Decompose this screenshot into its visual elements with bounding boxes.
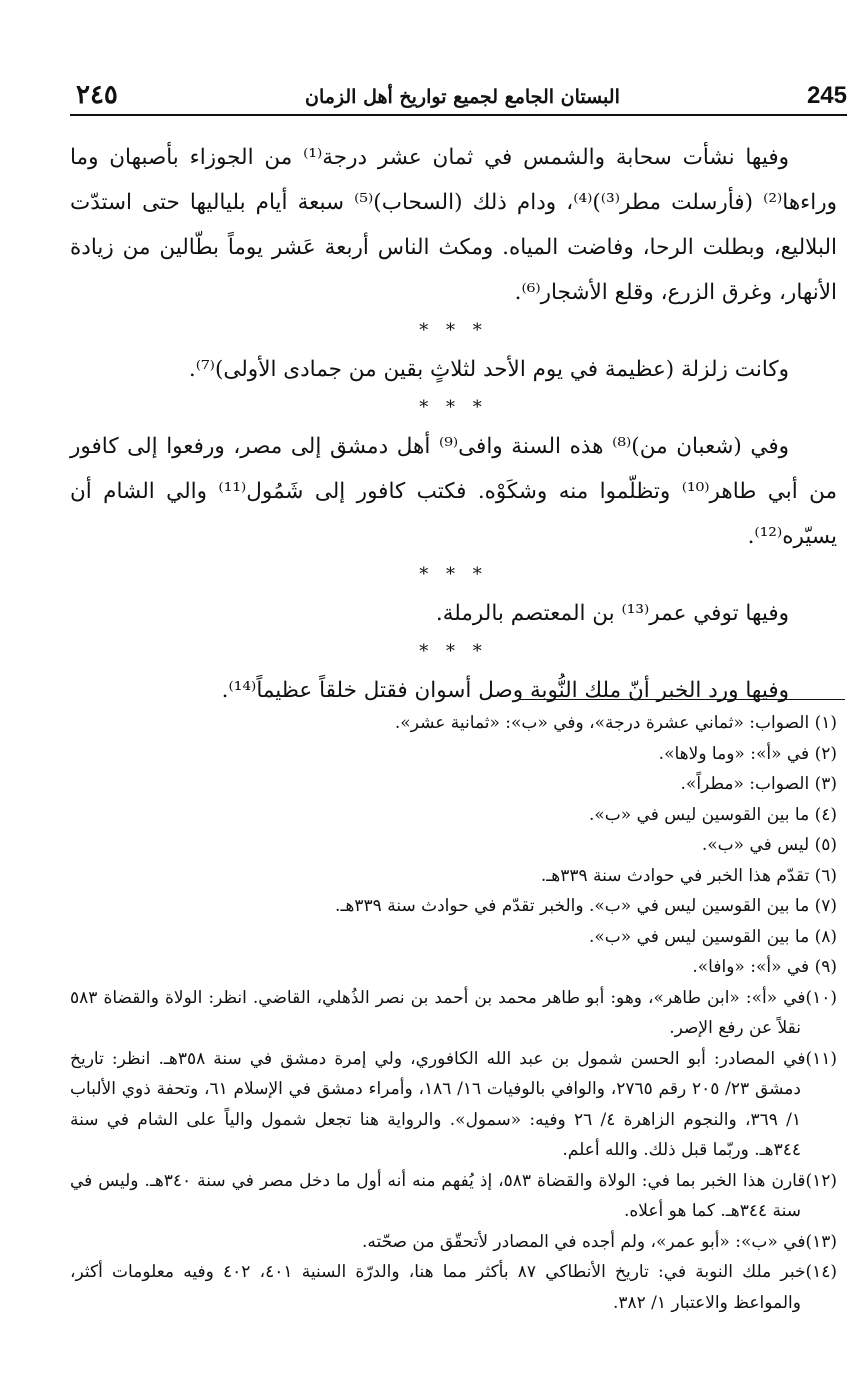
footnote: (٨) ما بين القوسين ليس في «ب». [588, 926, 837, 947]
footnote-divider [520, 699, 845, 700]
page-header [70, 70, 847, 116]
paragraph-umar: وفيها توفي عمر⁽¹³⁾ بن المعتصم بالرملة. [435, 601, 789, 626]
footnote: (١) الصواب: «ثماني عشرة درجة»، وفي «ب»: «ثمانية عشر». [394, 713, 837, 733]
page-number-arabic: ٢٤٥ [76, 80, 118, 110]
section-separator: * * * [419, 320, 488, 341]
footnote: (٥) ليس في «ب». [701, 835, 837, 855]
main-text [70, 135, 837, 713]
footnote: (٦) تقدّم هذا الخبر في حوادث سنة ٣٣٩هـ. [540, 865, 837, 886]
page-number-latin: 245 [806, 82, 847, 109]
footnote: (١٣)في «ب»: «أبو عمر»، ولم أجده في المصادر لأتحقّق من صحّته. [361, 1231, 837, 1252]
running-title: البستان الجامع لجميع تواريخ أهل الزمان [304, 86, 620, 108]
paragraph-damascus: وفي (شعبان من)⁽⁸⁾ هذه السنة وافى⁽⁹⁾ أهل دمشق إلى مصر، ورفعوا إلى كافور من أبي طاهر⁽¹⁰⁾ وتظلّموا منه وشكَوْه. فكتب كافور إلى شَمُول⁽¹¹⁾ والي الشام أن يسيّره⁽¹²⁾. [70, 434, 837, 549]
footnote: (١٤)خبر ملك النوبة في: تاريخ الأنطاكي ٨٧ بأكثر مما هنا، والدرّة السنية ٤٠١، ٤٠٢ وفيه معلومات أكثر، والمواعظ والاعتبار ١/ ٣٨٢. [70, 1262, 837, 1313]
paragraph-nubia: وفيها ورد الخبر أنّ ملك النُّوبة وصل أسوان فقتل خلقاً عظيماً⁽¹⁴⁾. [221, 678, 789, 703]
footnote: (١٠)في «أ»: «ابن طاهر»، وهو: أبو طاهر محمد بن أحمد بن نصر الذُهلي، القاضي. انظر: الولاة والقضاة ٥٨٣ نقلاً عن رفع الإصر. [70, 987, 837, 1038]
footnote: (٩) في «أ»: «وافا». [692, 957, 837, 977]
paragraph-earthquake: وكانت زلزلة (عظيمة في يوم الأحد لثلاثٍ بقين من جمادى الأولى)⁽⁷⁾. [188, 357, 789, 382]
footnote: (١٢)قارن هذا الخبر بما في: الولاة والقضاة ٥٨٣، إذ يُفهم منه أنه أول ما دخل مصر في سنة ٣٤٠هـ. وليس في سنة ٣٤٤هـ. كما هو أعلاه. [70, 1170, 837, 1221]
footnotes [70, 708, 837, 1318]
footnote: (٤) ما بين القوسين ليس في «ب». [588, 804, 837, 825]
paragraph-cloud: وفيها نشأت سحابة والشمس في ثمان عشر درجة⁽¹⁾ من الجوزاء بأصبهان وما وراءها⁽²⁾ (فأرسلت مطر⁽³⁾)⁽⁴⁾، ودام ذلك (السحاب)⁽⁵⁾ سبعة أيام بلياليها حتى استدّت البلاليع، وبطلت الرحا، وفاضت المياه. ومكث الناس أربعة عَشر يوماً بطّالين من زيادة الأنهار، وغرق الزرع، وقلع الأشجار⁽⁶⁾. [70, 145, 838, 305]
section-separator: * * * [419, 564, 488, 585]
section-separator: * * * [419, 641, 488, 662]
footnote: (١١)في المصادر: أبو الحسن شمول بن عبد الله الكافوري، ولي إمرة دمشق في سنة ٣٥٨هـ. انظر: تاريخ دمشق ٢٣/ ٢٠٥ رقم ٢٧٦٥، والوافي بالوفيات ١٦/ ١٨٦، وأمراء دمشق في الإسلام ٦١، وتحفة ذوي الألباب ١/ ٣٦٩، والنجوم الزاهرة ٤/ ٢٦ وفيه: «سمول». والرواية هنا تجعل شمول والياً على الشام في سنة ٣٤٤هـ. وربّما قبل ذلك. والله أعلم. [70, 1048, 837, 1160]
footnote: (٢) في «أ»: «وما ولاها». [658, 743, 837, 764]
footnote: (٧) ما بين القوسين ليس في «ب». والخبر تقدّم في حوادث سنة ٣٣٩هـ. [335, 896, 837, 916]
footnote: (٣) الصواب: «مطراً». [680, 774, 837, 794]
section-separator: * * * [419, 397, 488, 418]
